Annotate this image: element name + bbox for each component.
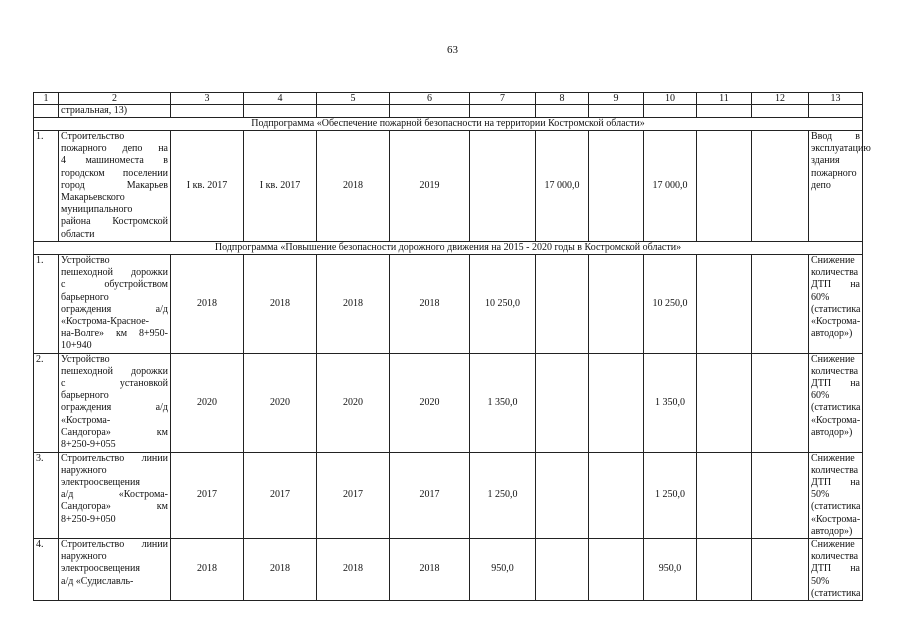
expected-result-line: ДТП на 50% <box>811 477 860 501</box>
cell-c12 <box>752 131 809 242</box>
cell-c9 <box>589 539 644 601</box>
cell-c7 <box>470 131 536 242</box>
cell-c7: 10 250,0 <box>470 255 536 354</box>
cell-c12 <box>752 452 809 538</box>
measure-name-line: а/д «Кострома- <box>61 489 168 501</box>
column-header: 5 <box>317 93 390 105</box>
measure-name-line: барьерного <box>61 291 109 303</box>
expected-result-line: ДТП на 60% <box>811 378 860 402</box>
cell-c3: 2018 <box>171 539 244 601</box>
table-cell <box>171 105 244 118</box>
measure-name <box>59 539 171 601</box>
measure-name-line: электроосвещения <box>61 563 140 575</box>
measure-name-line: Сандогора» км <box>61 426 168 438</box>
expected-result-line: количества <box>811 464 859 476</box>
cell-c7: 950,0 <box>470 539 536 601</box>
expected-result-line: ДТП на 60% <box>811 279 860 303</box>
measure-name-line: ограждения а/д <box>61 303 168 315</box>
cell-c12 <box>752 255 809 354</box>
measure-name <box>59 452 171 538</box>
column-header: 7 <box>470 93 536 105</box>
column-header: 6 <box>390 93 470 105</box>
measure-name-line: пешеходной дорожки <box>61 365 168 377</box>
column-header-row <box>34 93 863 105</box>
measure-name-line: пожарного депо на <box>61 143 168 155</box>
cell-c5: 2017 <box>317 452 390 538</box>
table-cell <box>244 105 317 118</box>
measure-name-line: Устройство <box>61 353 110 365</box>
table-row <box>34 539 863 601</box>
expected-result-line: «Кострома- <box>811 316 861 328</box>
measure-name-line: на-Волге» км 8+950- <box>61 328 168 340</box>
cell-c3: 2020 <box>171 353 244 452</box>
cell-c7: 1 250,0 <box>470 452 536 538</box>
column-header: 13 <box>809 93 863 105</box>
cell-c10: 10 250,0 <box>644 255 697 354</box>
table-row <box>34 131 863 242</box>
cell-c4: 2018 <box>244 255 317 354</box>
expected-result-line: количества <box>811 551 859 563</box>
table-cell <box>536 105 589 118</box>
measure-name-line: района Костромской <box>61 216 168 228</box>
cell-c4: 2020 <box>244 353 317 452</box>
column-header: 9 <box>589 93 644 105</box>
table-cell <box>644 105 697 118</box>
expected-result-line: автодор») <box>811 525 853 537</box>
cell-c3: 2017 <box>171 452 244 538</box>
cell-c11 <box>697 131 752 242</box>
column-header: 2 <box>59 93 171 105</box>
cell-c8: 17 000,0 <box>536 131 589 242</box>
measure-name-line: Устройство <box>61 255 110 266</box>
cell-c8 <box>536 353 589 452</box>
row-number: 1. <box>34 255 59 354</box>
cell-c6: 2019 <box>390 131 470 242</box>
program-table <box>33 92 871 601</box>
expected-result <box>809 131 871 242</box>
cell-c9 <box>589 131 644 242</box>
expected-result-line: Снижение <box>811 452 855 464</box>
measure-name-line: области <box>61 228 95 240</box>
measure-name-line: Сандогора» км <box>61 501 168 513</box>
measure-name-line: муниципального <box>61 204 133 216</box>
expected-result-line: депо <box>811 179 831 191</box>
table-row <box>34 452 863 538</box>
table-cell <box>697 105 752 118</box>
column-header: 4 <box>244 93 317 105</box>
cell-c6: 2017 <box>390 452 470 538</box>
continuation-row <box>34 105 863 118</box>
measure-name-line: 8+250-9+055 <box>61 439 116 451</box>
subprogram-heading-row <box>34 242 863 255</box>
measure-name-line: барьерного <box>61 390 109 402</box>
column-header: 10 <box>644 93 697 105</box>
cell-c11 <box>697 539 752 601</box>
cell-c11 <box>697 255 752 354</box>
column-header: 1 <box>34 93 59 105</box>
expected-result <box>809 255 863 354</box>
table-row <box>34 353 863 452</box>
expected-result-line: пожарного <box>811 167 857 179</box>
measure-name-line: Макарьевского <box>61 192 125 204</box>
table-cell <box>809 105 863 118</box>
measure-name-line: наружного <box>61 551 107 563</box>
cell-c9 <box>589 255 644 354</box>
measure-name-line: с установкой <box>61 378 168 390</box>
expected-result-line: Снижение <box>811 539 855 551</box>
table-cell <box>317 105 390 118</box>
expected-result <box>809 452 863 538</box>
cell-c12 <box>752 539 809 601</box>
measure-name-line: с обустройством <box>61 279 168 291</box>
cell-c8 <box>536 452 589 538</box>
measure-name <box>59 353 171 452</box>
measure-name-line: 4 машиноместа в <box>61 155 168 167</box>
row-number: 2. <box>34 353 59 452</box>
measure-name-line: ограждения а/д <box>61 402 168 414</box>
measure-name-line: Строительство линии <box>61 452 168 464</box>
expected-result-line: здания <box>811 155 840 167</box>
table-cell <box>589 105 644 118</box>
table-cell <box>752 105 809 118</box>
table-cell: стриальная, 13) <box>59 105 171 118</box>
cell-c11 <box>697 353 752 452</box>
cell-c5: 2018 <box>317 539 390 601</box>
table-cell <box>470 105 536 118</box>
expected-result-line: эксплуатацию <box>811 143 871 155</box>
cell-c10: 1 250,0 <box>644 452 697 538</box>
measure-name-line: электроосвещения <box>61 477 140 489</box>
measure-name-line: «Кострома- <box>61 414 111 426</box>
cell-c5: 2020 <box>317 353 390 452</box>
cell-c3: 2018 <box>171 255 244 354</box>
cell-c6: 2018 <box>390 539 470 601</box>
expected-result <box>809 353 863 452</box>
measure-name-line: а/д «Судиславль- <box>61 575 134 587</box>
measure-name-line: 10+940 <box>61 340 92 352</box>
expected-result-line: (статистика <box>811 587 861 599</box>
cell-c6: 2018 <box>390 255 470 354</box>
row-number: 1. <box>34 131 59 242</box>
subprogram-heading-row <box>34 118 863 131</box>
cell-c4: 2018 <box>244 539 317 601</box>
expected-result-line: количества <box>811 365 859 377</box>
measure-name-line: «Кострома-Красное- <box>61 316 149 328</box>
cell-c9 <box>589 452 644 538</box>
table-cell <box>390 105 470 118</box>
cell-c3: I кв. 2017 <box>171 131 244 242</box>
expected-result-line: Снижение <box>811 353 855 365</box>
expected-result-line: количества <box>811 267 859 279</box>
cell-c6: 2020 <box>390 353 470 452</box>
cell-c9 <box>589 353 644 452</box>
column-header: 3 <box>171 93 244 105</box>
column-header: 12 <box>752 93 809 105</box>
measure-name-line: 8+250-9+050 <box>61 513 116 525</box>
subprogram-heading: Подпрограмма «Обеспечение пожарной безопасности на территории Костромской области» <box>34 118 863 131</box>
cell-c5: 2018 <box>317 131 390 242</box>
expected-result-line: Ввод в <box>811 131 860 142</box>
cell-c10: 950,0 <box>644 539 697 601</box>
measure-name <box>59 255 171 354</box>
expected-result <box>809 539 863 601</box>
cell-c5: 2018 <box>317 255 390 354</box>
measure-name-line: наружного <box>61 464 107 476</box>
expected-result-line: «Кострома- <box>811 414 861 426</box>
cell-c8 <box>536 539 589 601</box>
measure-name-line: городском поселении <box>61 167 168 179</box>
expected-result-line: автодор») <box>811 426 853 438</box>
cell-c7: 1 350,0 <box>470 353 536 452</box>
row-number: 3. <box>34 452 59 538</box>
cell-c11 <box>697 452 752 538</box>
page-number: 63 <box>447 44 458 56</box>
cell-c10: 17 000,0 <box>644 131 697 242</box>
table-row <box>34 255 863 354</box>
measure-name-line: город Макарьев <box>61 179 168 191</box>
column-header: 11 <box>697 93 752 105</box>
expected-result-line: ДТП на 50% <box>811 563 860 587</box>
expected-result-line: (статистика <box>811 501 861 513</box>
measure-name-line: пешеходной дорожки <box>61 267 168 279</box>
column-header: 8 <box>536 93 589 105</box>
measure-name <box>59 131 171 242</box>
table-cell <box>34 105 59 118</box>
cell-c8 <box>536 255 589 354</box>
expected-result-line: Снижение <box>811 255 855 266</box>
expected-result-line: «Кострома- <box>811 513 861 525</box>
expected-result-line: (статистика <box>811 303 861 315</box>
measure-name-line: Строительство линии <box>61 539 168 551</box>
row-number: 4. <box>34 539 59 601</box>
cell-c4: I кв. 2017 <box>244 131 317 242</box>
expected-result-line: автодор») <box>811 328 853 340</box>
cell-c10: 1 350,0 <box>644 353 697 452</box>
expected-result-line: (статистика <box>811 402 861 414</box>
cell-c12 <box>752 353 809 452</box>
measure-name-line: Строительство <box>61 131 125 142</box>
subprogram-heading: Подпрограмма «Повышение безопасности дорожного движения на 2015 - 2020 годы в Костромской области» <box>34 242 863 255</box>
cell-c4: 2017 <box>244 452 317 538</box>
